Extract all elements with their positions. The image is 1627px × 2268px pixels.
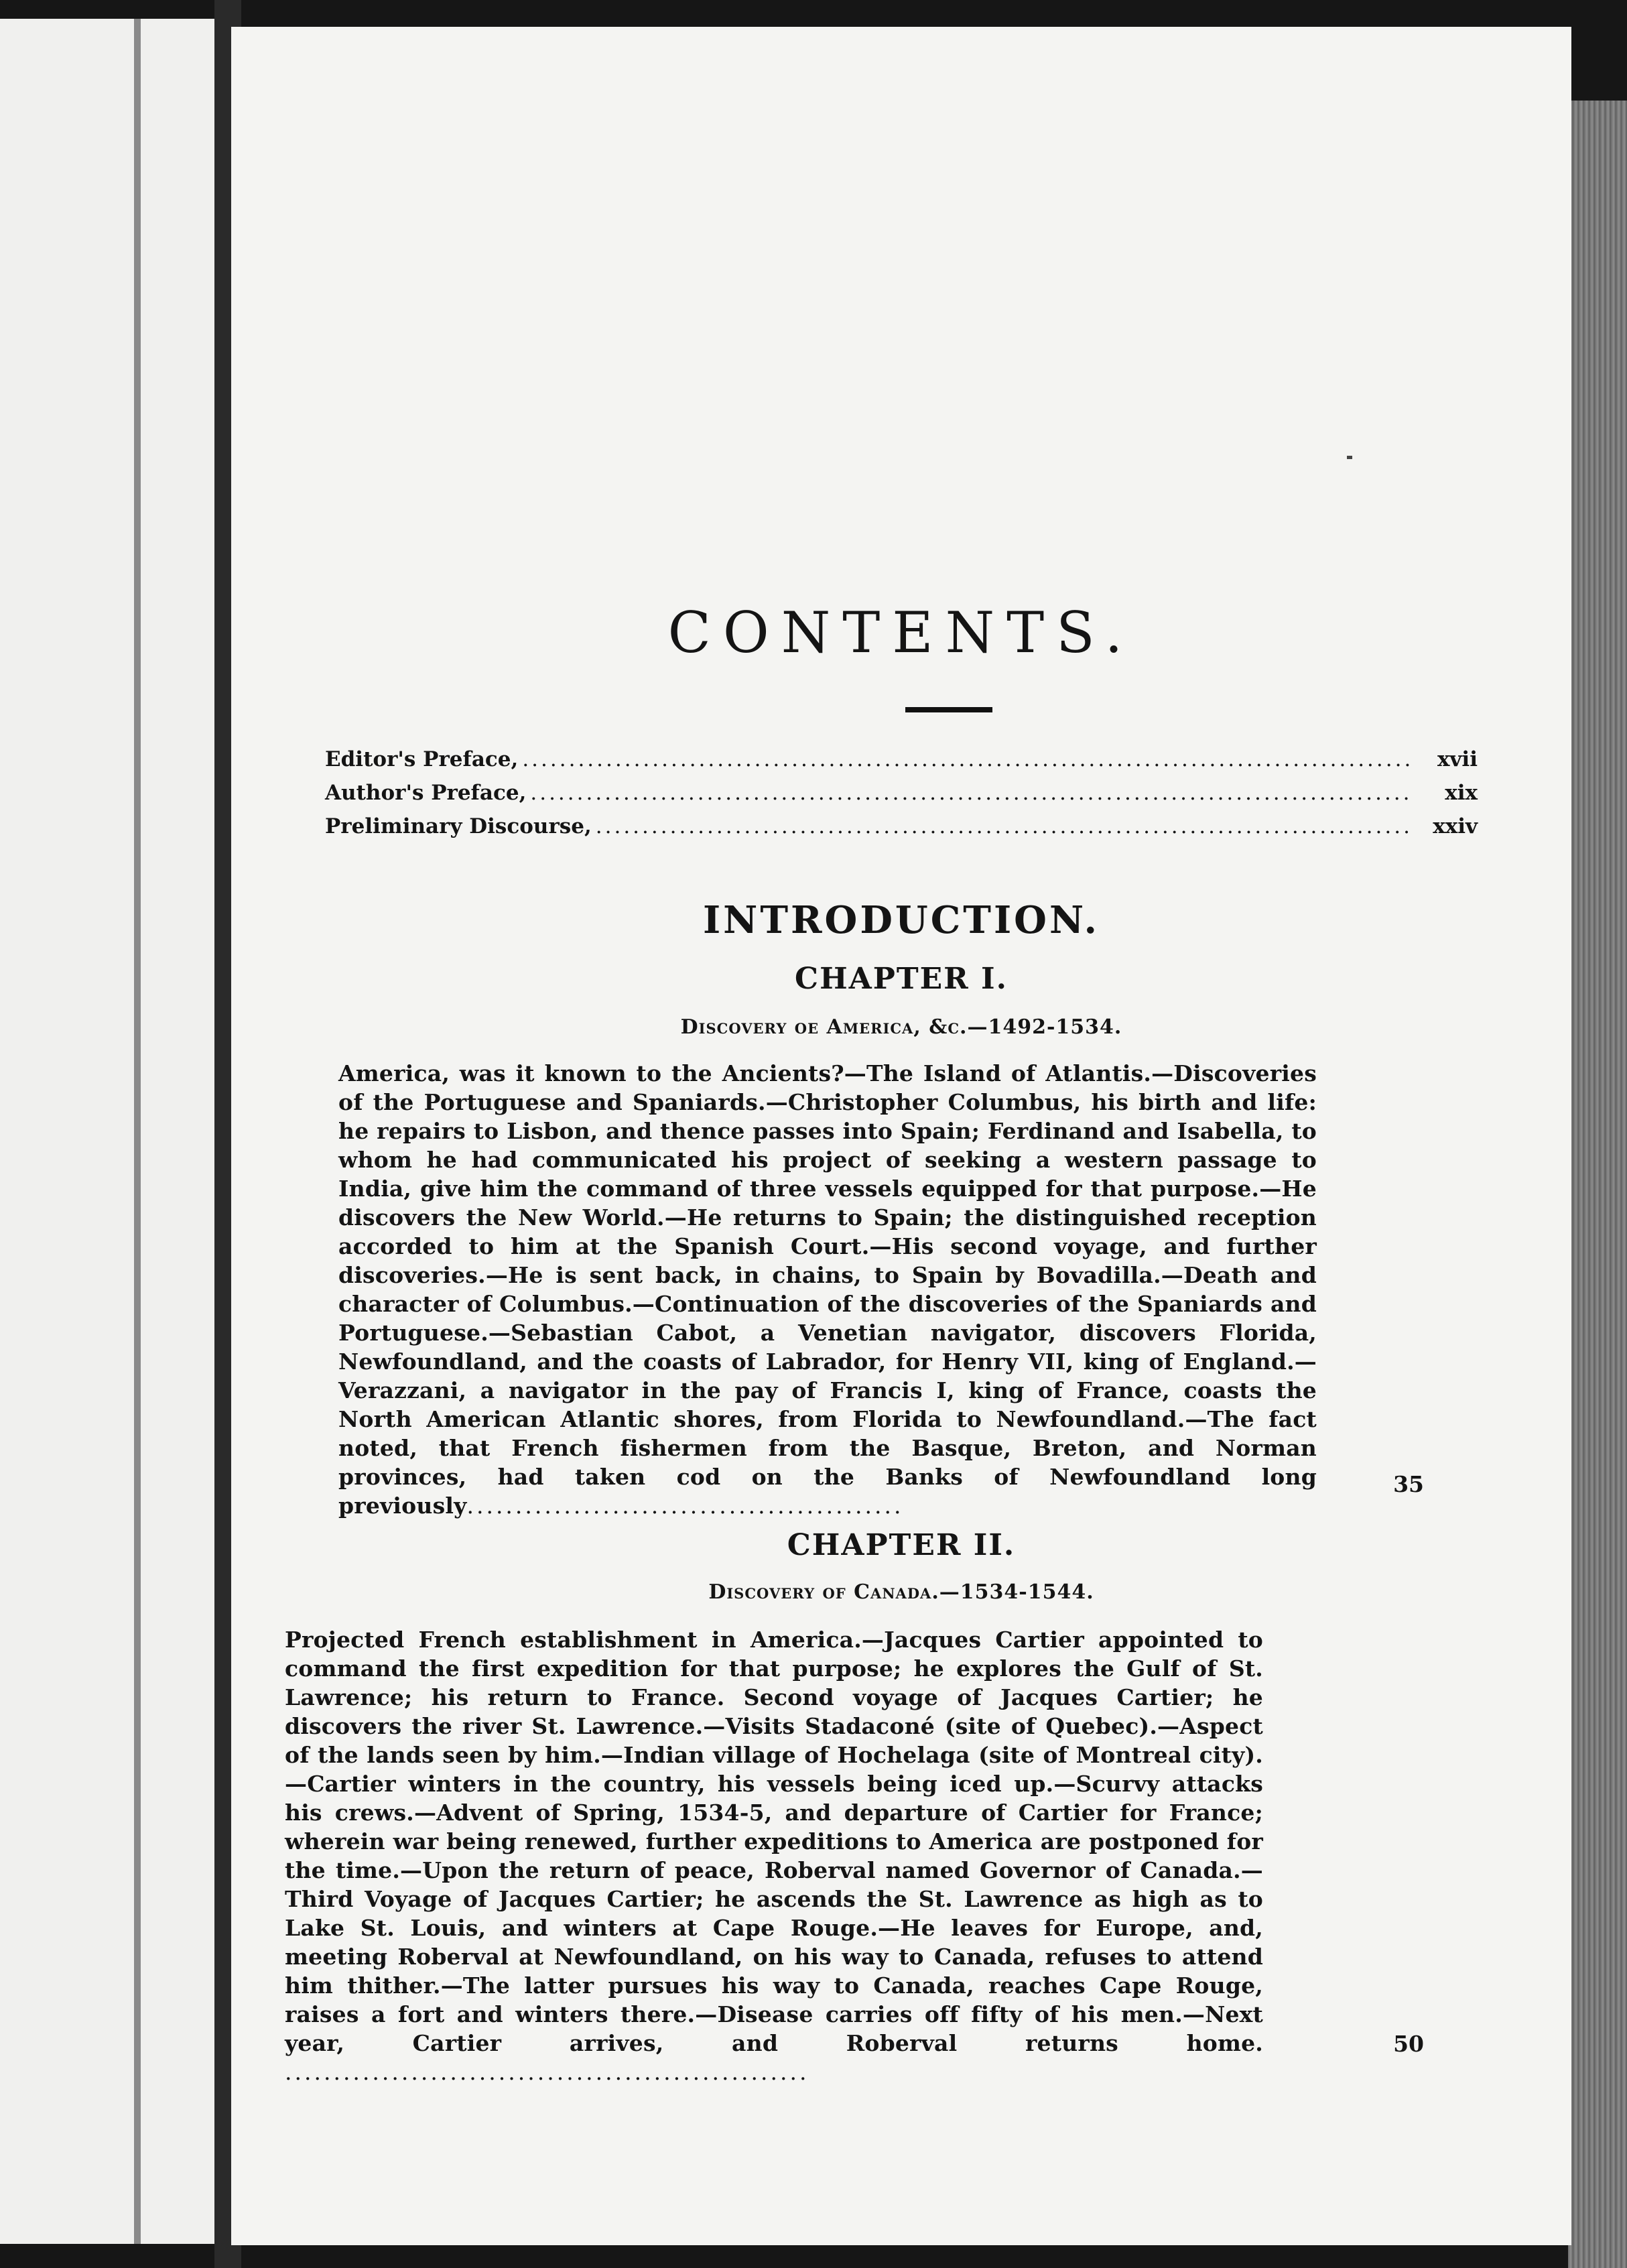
contents-page <box>231 27 1571 2245</box>
chapter-page-number: 50 <box>1393 2031 1424 2057</box>
toc-entry-page: xix <box>1445 781 1478 805</box>
ink-speck <box>1347 456 1352 459</box>
front-matter-list <box>325 743 1478 843</box>
page-fold-line <box>134 19 141 2244</box>
toc-entry-label: Preliminary Discourse, <box>325 814 592 838</box>
facing-page <box>0 19 235 2244</box>
book-page-edges <box>1568 101 1627 2268</box>
chapter-summary <box>285 1625 1263 2086</box>
chapter-summary <box>338 1059 1317 1520</box>
dot-leader: ...................................................... <box>285 2059 809 2085</box>
page-title: CONTENTS. <box>667 600 1135 666</box>
toc-entry <box>325 743 1478 776</box>
chapter-heading: CHAPTER I. <box>795 962 1008 996</box>
toc-entry-label: Author's Preface, <box>325 781 527 805</box>
chapter-page-number: 35 <box>1393 1471 1424 1497</box>
toc-entry-page: xxiv <box>1433 814 1478 838</box>
toc-entry <box>325 810 1478 843</box>
title-rule <box>905 707 992 712</box>
dot-leader <box>596 810 1409 843</box>
dot-leader <box>530 776 1409 810</box>
introduction-heading: INTRODUCTION. <box>702 898 1100 942</box>
toc-entry <box>325 776 1478 810</box>
toc-entry-page: xvii <box>1437 747 1478 771</box>
chapter-summary-text: America, was it known to the Ancients?—The Island of Atlantis.—Discoveries of the Portuguese and Spaniards.—Christopher Columbus, his birth and life: he repairs to Lisbon, and thence passes into Spain; Ferdinand and Isabella, to whom he had communicated his project of seeking a western passage to India, give him the command of three vessels equipped for that purpose.—He discovers the New World.—He returns to Spain; the distinguished reception accorded to him at the Spanish Court.—His second voyage, and further discoveries.—He is sent back, in chains, to Spain by Bovadilla.—Death and character of Columbus.—Continuation of the discoveries of the Spaniards and Portuguese.—Sebastian Cabot, a Venetian navigator, discovers Florida, Newfoundland, and the coasts of Labrador, for Henry VII, king of England.—Verazzani, a navigator in the pay of Francis I, king of France, coasts the North American Atlantic shores, from Florida to Newfoundland.—The fact noted, that French fishermen from the Basque, Breton, and Norman provinces, had taken cod on the Banks of Newfoundland long previously <box>338 1060 1317 1519</box>
dot-leader: ............................................. <box>466 1493 904 1519</box>
chapter-subtitle: Discovery oe America, &c.—1492-1534. <box>680 1015 1122 1039</box>
chapter-heading: CHAPTER II. <box>787 1528 1016 1562</box>
dot-leader <box>522 743 1409 776</box>
toc-entry-label: Editor's Preface, <box>325 747 519 771</box>
chapter-summary-text: Projected French establishment in America.—Jacques Cartier appointed to command the first expedition for that purpose; he explores the Gulf of St. Lawrence; his return to France. Second voyage of Jacques Cartier; he discovers the river St. Lawrence.—Visits Stadaconé (site of Quebec).—Aspect of the lands seen by him.—Indian village of Hochelaga (site of Montreal city).—Cartier winters in the country, his vessels being iced up.—Scurvy attacks his crews.—Advent of Spring, 1534-5, and departure of Cartier for France; wherein war being renewed, further expeditions to America are postponed for the time.—Upon the return of peace, Roberval named Governor of Canada.—Third Voyage of Jacques Cartier; he ascends the St. Lawrence as high as to Lake St. Louis, and winters at Cape Rouge.—He leaves for Europe, and, meeting Roberval at Newfoundland, on his way to Canada, refuses to attend him thither.—The latter pursues his way to Canada, reaches Cape Rouge, raises a fort and winters there.—Disease carries off fifty of his men.—Next year, Cartier arrives, and Roberval returns home. <box>285 1627 1263 2056</box>
chapter-subtitle: Discovery of Canada.—1534-1544. <box>708 1580 1094 1604</box>
